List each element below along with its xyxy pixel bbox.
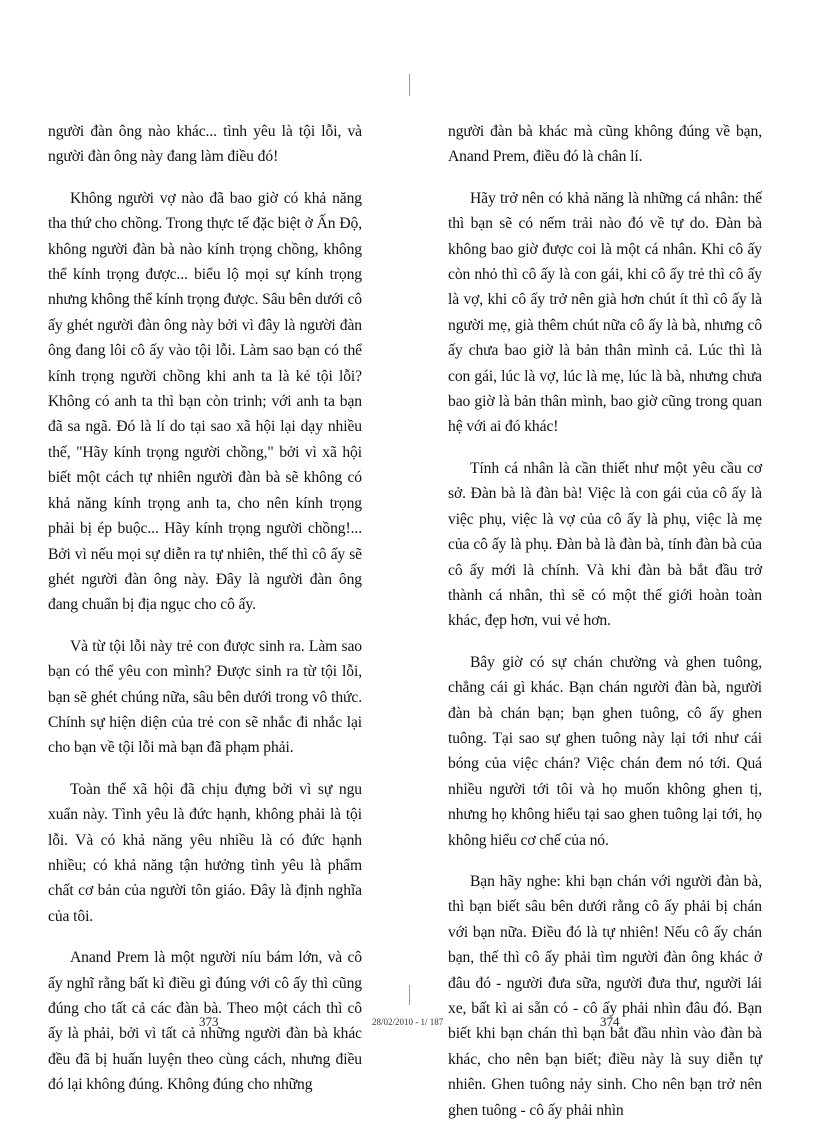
right-paragraph-2: Hãy trở nên có khả năng là những cá nhân: thế thì bạn sẽ có nếm trải nào đó về tự do. Đàn bà không bao giờ được coi là một cá nhân. Khi cô ấy còn nhỏ thì cô ấy là con gái, khi cô ấy trẻ thì cô ấy là vợ, khi cô ấy trở nên già hơn chút ít thì cô ấy là người mẹ, già thêm chút nữa cô ấy là bà, nhưng cô ấy chưa bao giờ là bản thân mình cả. Lúc thì là con gái, lúc là vợ, lúc là mẹ, lúc là bà, nhưng chưa bao giờ là bản thân mình, bao giờ cũng trong quan hệ với ai đó khác! <box>448 189 762 436</box>
left-paragraph-3: Và từ tội lỗi này trẻ con được sinh ra. Làm sao bạn có thể yêu con mình? Được sinh ra từ tội lỗi, bạn sẽ ghét chúng nữa, sâu bên dưới trong vô thức. Chính sự hiện diện của trẻ con sẽ nhắc đi nhắc lại cho bạn về tội lỗi mà bạn đã phạm phải. <box>48 637 362 757</box>
right-paragraph-5: Bạn hãy nghe: khi bạn chán với người đàn bà, thì bạn biết sâu bên dưới rằng cô ấy phải bị chán với bạn nữa. Điều đó là tự nhiên! Nếu cô ấy chán bạn, thế thì cô ấy phải tìm người đàn ông khác ở đâu đó - người đưa sữa, người đưa thư, người lái xe, bất kì ai sẵn có - cô ấy phải nhìn đâu đó. Bạn biết khi bạn chán thì bạn bắt đầu nhìn vào đàn bà khác, cho nên bạn biết; điều này là suy diễn tự nhiên. Ghen tuông nảy sinh. Cho nên bạn trở nên ghen tuông - cô ấy phải nhìn <box>448 872 762 1119</box>
left-page-column <box>48 119 362 1114</box>
right-page-number: 374 <box>600 1014 620 1029</box>
left-paragraph-2: Không người vợ nào đã bao giờ có khả năng tha thứ cho chồng. Trong thực tế đặc biệt ở Ấn Độ, không người đàn bà nào kính trọng chồng, không thể kính trọng được... biểu lộ mọi sự kính trọng nhưng không thể kính trọng được. Sâu bên dưới cô ấy ghét người đàn ông này bởi vì đây là người đàn ông đang lôi cô ấy vào tội lỗi. Làm sao bạn có thể kính trọng người chồng khi anh ta là kẻ tội lỗi? Không có anh ta thì bạn còn trinh; với anh ta bạn đã sa ngã. Đó là lí do tại sao xã hội lại dạy nhiều thế, "Hãy kính trọng người chồng," bởi vì xã hội biết một cách tự nhiên người đàn bà sẽ không có khả năng kính trọng anh ta, cho nên kính trọng phải bị ép buộc... Hãy kính trọng người chồng!... Bởi vì nếu mọi sự diễn ra tự nhiên, thế thì cô ấy sẽ ghét người đàn ông này. Đây là người đàn ông đang chuẩn bị địa ngục cho cô ấy. <box>48 189 362 614</box>
right-page-column <box>448 119 762 1139</box>
right-paragraph-1: người đàn bà khác mà cũng không đúng về bạn, Anand Prem, điều đó là chân lí. <box>448 123 762 166</box>
print-date-stamp: 28/02/2010 - 1/ 187 <box>372 1017 444 1027</box>
right-paragraph-3: Tính cá nhân là cần thiết như một yêu cầu cơ sở. Đàn bà là đàn bà! Việc là con gái của cô ấy là việc phụ, việc là vợ của cô ấy là phụ, việc là mẹ của cô ấy là phụ. Đàn bà là đàn bà, tính đàn bà của cô ấy mới là chính. Và khi đàn bà bắt đầu trở thành cá nhân, thì sẽ có một thế giới hoàn toàn khác, đẹp hơn, vui vẻ hơn. <box>448 459 762 630</box>
right-paragraph-4: Bây giờ có sự chán chường và ghen tuông, chẳng cái gì khác. Bạn chán người đàn bà, người đàn bà chán bạn; bạn ghen tuông, cô ấy ghen tuông. Tại sao sự ghen tuông này lại tới như cái bóng của việc chán? Việc chán đem nó tới. Quá nhiều người tới tôi và họ muốn không ghen tị, nhưng họ không hiểu tại sao ghen tuông lại tới, họ không hiểu cơ chế của nó. <box>448 653 762 849</box>
left-paragraph-4: Toàn thể xã hội đã chịu đựng bởi vì sự ngu xuẩn này. Tình yêu là đức hạnh, không phải là tội lỗi. Và có khả năng yêu nhiều là có đức hạnh nhiều; có khả năng tận hưởng tình yêu là phẩm chất cơ bản của người tôn giáo. Đây là định nghĩa của tôi. <box>48 780 362 925</box>
top-fold-mark <box>409 74 410 96</box>
bottom-fold-mark <box>409 985 410 1005</box>
left-paragraph-5: Anand Prem là một người níu bám lớn, và cô ấy nghĩ rằng bất kì điều gì đúng với cô ấy thì cũng đúng cho tất cả các đàn bà. Theo một cách thì cô ấy là phải, bởi vì tất cả những người đàn bà khác đều đã bị huấn luyện theo cùng cách, nhưng điều đó lại không đúng. Không đúng cho những <box>48 949 362 1094</box>
left-paragraph-1: người đàn ông nào khác... tình yêu là tội lỗi, và người đàn ông này đang làm điều đó! <box>48 123 362 166</box>
left-page-number: 373 <box>199 1014 219 1029</box>
